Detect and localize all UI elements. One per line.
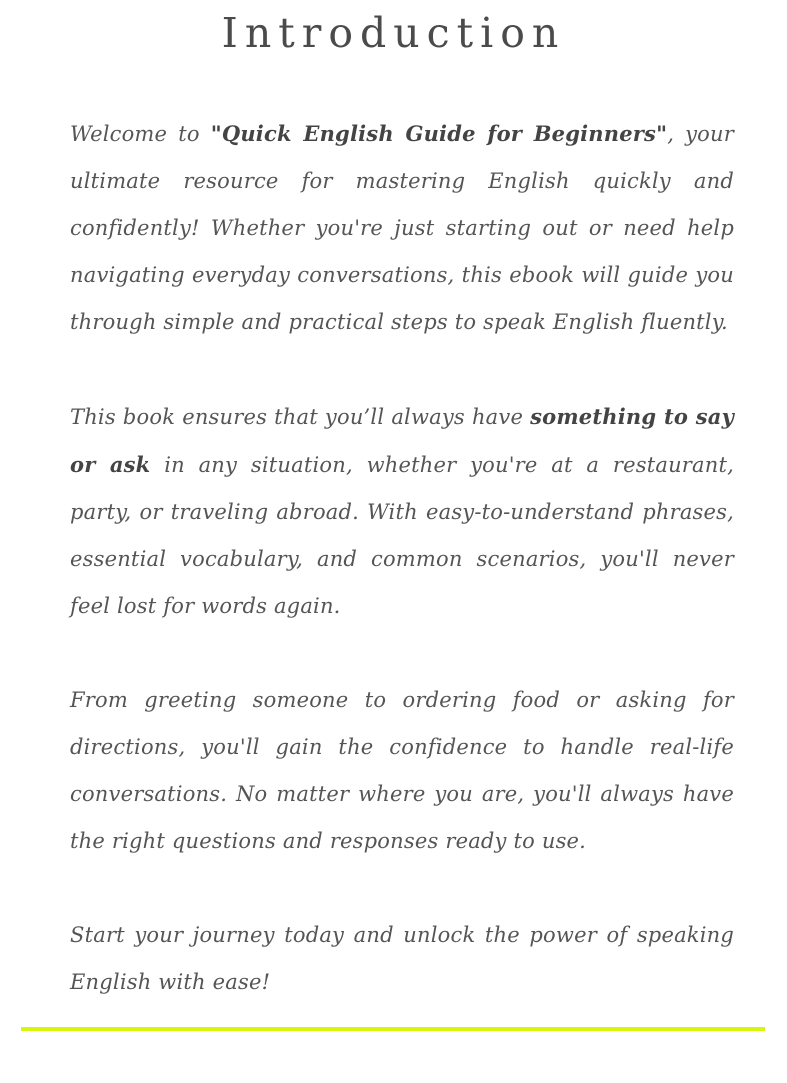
- paragraph-welcome-lead: Welcome to: [70, 122, 211, 146]
- something-to-say-emphasis: something to say or ask: [70, 404, 734, 477]
- paragraph-purpose-lead: This book ensures that you’ll always have: [70, 405, 531, 429]
- paragraph-call-to-action: Start your journey today and unlock the power of speaking English with ease!: [70, 923, 734, 994]
- book-title-emphasis: "Quick English Guide for Beginners": [210, 121, 668, 146]
- paragraph-purpose-rest: in any situation, whether you're at a restaurant, party, or traveling abroad. With easy-to-understand phrases, essential vocabulary, and common scenarios, you'll never feel lost for words again.: [70, 453, 734, 618]
- paragraph-purpose: [70, 393, 734, 630]
- page-title: Introduction: [221, 9, 566, 57]
- intro-body: [70, 110, 734, 1053]
- accent-divider: [21, 1027, 765, 1031]
- paragraph-confidence: From greeting someone to ordering food or asking for directions, you'll gain the confidence to handle real-life conversations. No matter where you are, you'll always have the right questions and responses ready to use.: [70, 688, 734, 853]
- paragraph-welcome: [70, 110, 734, 346]
- paragraph-welcome-rest: , your ultimate resource for mastering English quickly and confidently! Whether you're just starting out or need help navigating everyday conversations, this ebook will guide you through simple and practical steps to speak English fluently.: [70, 122, 734, 334]
